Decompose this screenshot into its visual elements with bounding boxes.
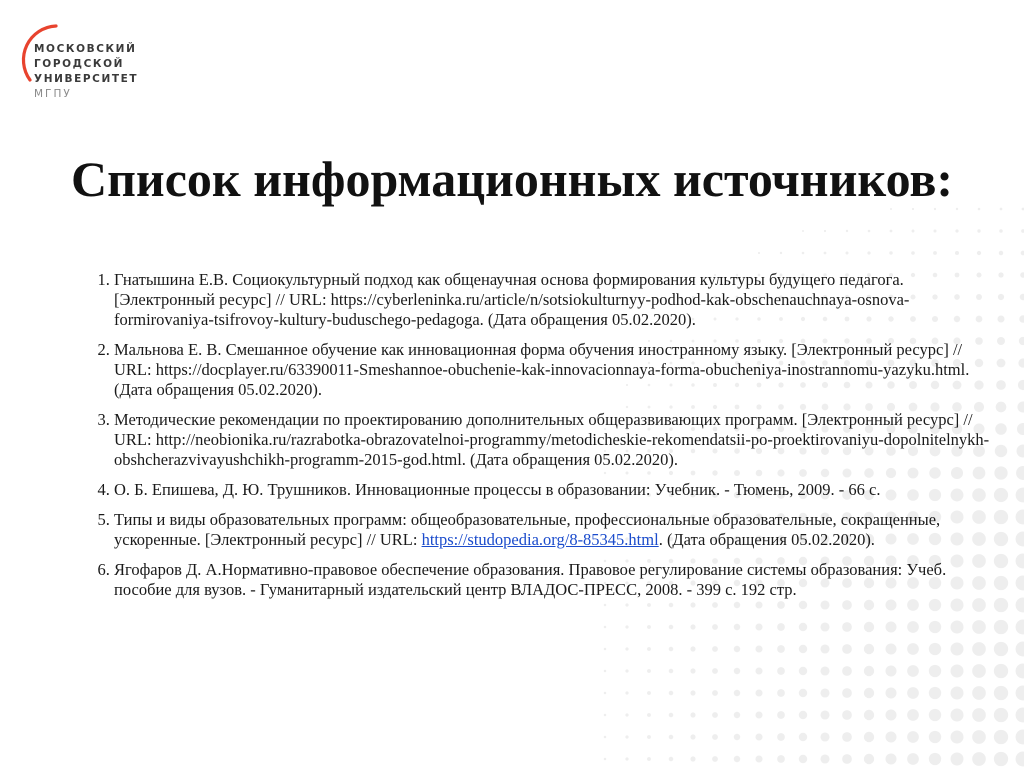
- reference-item-1: 1. Гнатышина Е.В. Социокультурный подход как общенаучная основа формирования культуры будущего педагога. [Электронный ресурс] // URL: https://cyberleninka.ru/article/n/sotsiokulturnyy-podhod-kak-obschenauchnaya-osnova-formirovaniya-tsifrovoy-kultury-buduschego-pedagoga. (Дата обращения 05.02.2020).: [114, 270, 994, 330]
- reference-item-4: 4. О. Б. Епишева, Д. Ю. Трушников. Инновационные процессы в образовании: Учебник. - Тюмень, 2009. - 66 с.: [114, 480, 994, 500]
- logo-text: [34, 42, 138, 102]
- reference-5-text-after: . (Дата обращения 05.02.2020).: [658, 530, 875, 549]
- logo-line-2: ГОРОДСКОЙ: [34, 58, 124, 70]
- logo-line-1: МОСКОВСКИЙ: [34, 43, 137, 55]
- reference-list: [78, 270, 994, 610]
- reference-5-text-before: Типы и виды образовательных программ: общеобразовательные, профессиональные образовательные, сокращенные, ускоренные. [Электронный ресурс] // URL:: [114, 510, 941, 549]
- reference-item-5: [114, 510, 994, 550]
- reference-item-6: 6. Ягофаров Д. А.Нормативно-правовое обеспечение образования. Правовое регулирование системы образования: Учеб. пособие для вузов. - Гуманитарный издательский центр ВЛАДОС-ПРЕСС, 2008. - 399 с. 192 стр.: [114, 560, 994, 600]
- page-title: Список информационных источников:: [71, 151, 953, 207]
- reference-item-3: 3. Методические рекомендации по проектированию дополнительных общеразвивающих программ. [Электронный ресурс] // URL: http://neobionika.ru/razrabotka-obrazovatelnoi-programmy/metodicheskie-rekomendatsii-po-proektirovaniyu-dopolnitelnykh-obshcherazvivayushchikh-programm-2015-god.html. (Дата обращения 05.02.2020).: [114, 410, 994, 470]
- university-logo: [14, 18, 154, 114]
- reference-item-2: 2. Мальнова Е. В. Смешанное обучение как инновационная форма обучения иностранному языку. [Электронный ресурс] // URL: https://docplayer.ru/63390011-Smeshannoe-obuchenie-kak-innovacionnaya-forma-obucheniya-inostrannomu-yazyku.html. (Дата обращения 05.02.2020).: [114, 340, 994, 400]
- reference-5-link[interactable]: https://studopedia.org/8-85345.html: [421, 530, 659, 549]
- logo-line-3: УНИВЕРСИТЕТ: [34, 73, 139, 85]
- logo-line-4: МГПУ: [34, 88, 72, 100]
